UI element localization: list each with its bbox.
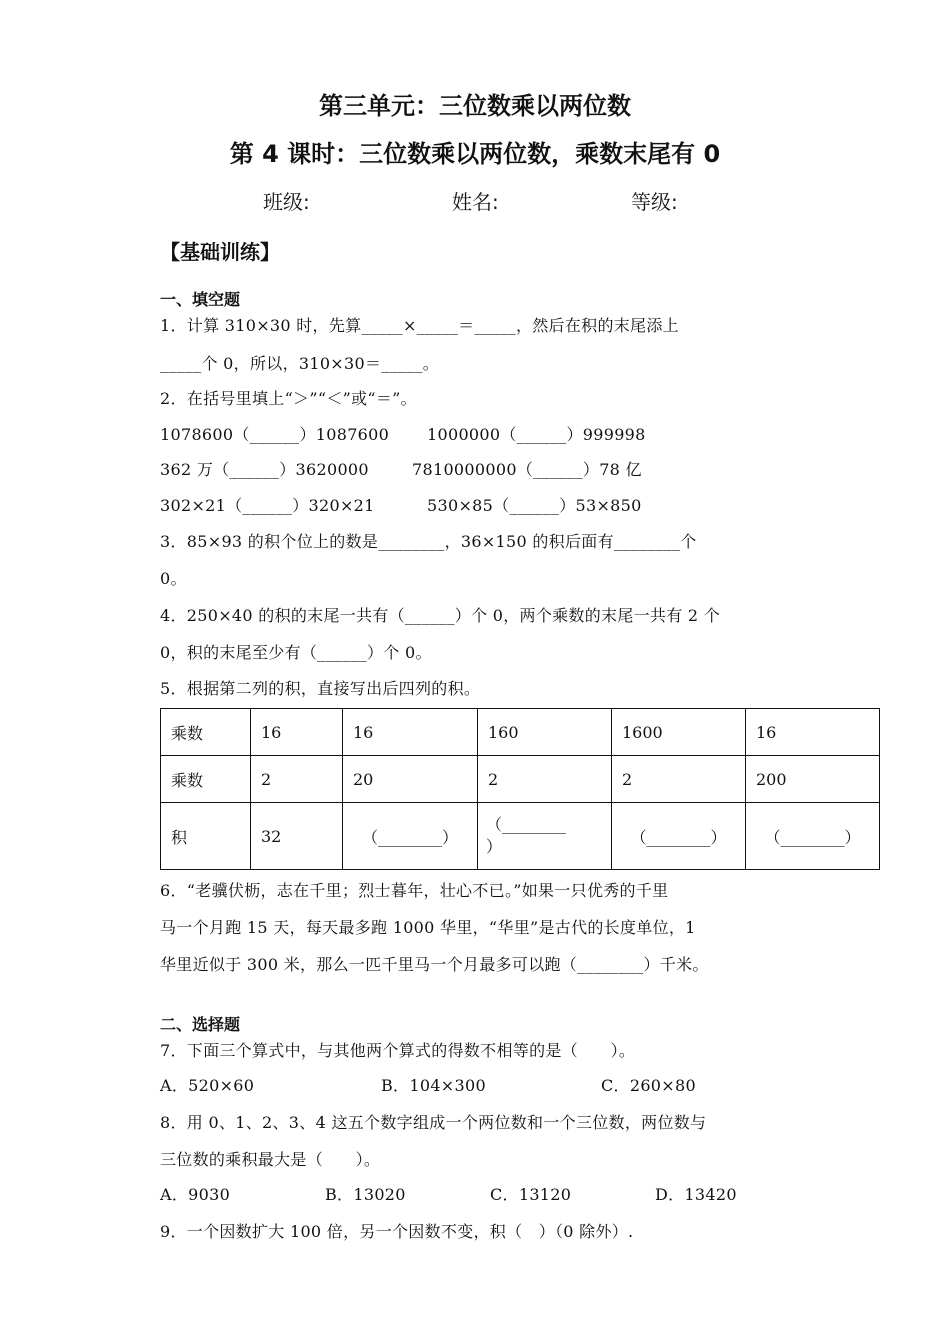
q2-row3-right: 530×85（______）53×850 <box>427 496 642 515</box>
table-cell: 20 <box>343 756 478 803</box>
question-3-line-2: 0。 <box>160 569 187 588</box>
question-8-line-1: 8．用 0、1、2、3、4 这五个数字组成一个两位数和一个三位数，两位数与 <box>160 1113 707 1132</box>
q7-option-a[interactable]: A．520×60 <box>160 1076 255 1095</box>
part2-heading: 二、选择题 <box>160 1015 241 1034</box>
question-5: 5．根据第二列的积，直接写出后四列的积。 <box>160 679 481 698</box>
question-3-line-1: 3．85×93 的积个位上的数是________，36×150 的积后面有________个 <box>160 532 697 551</box>
q2-row3-left: 302×21（______）320×21 <box>160 496 375 515</box>
name-label: 姓名: <box>452 190 499 214</box>
question-8-line-2: 三位数的乘积最大是（ ）。 <box>160 1150 381 1169</box>
lesson-title: 第 4 课时：三位数乘以两位数，乘数末尾有 0 <box>229 140 721 168</box>
q8-option-b[interactable]: B．13020 <box>325 1185 406 1204</box>
table-cell: 16 <box>746 709 880 756</box>
answer-blank-cell[interactable]: （________） <box>612 803 746 870</box>
table-cell: 200 <box>746 756 880 803</box>
class-label: 班级: <box>263 190 310 214</box>
q2-row2-right: 7810000000（______）78 亿 <box>412 460 642 479</box>
table-cell: 积 <box>161 803 251 870</box>
section-basic-training: 【基础训练】 <box>160 240 280 264</box>
q7-option-c[interactable]: C．260×80 <box>601 1076 696 1095</box>
q8-option-c[interactable]: C．13120 <box>490 1185 572 1204</box>
table-cell: 乘数 <box>161 709 251 756</box>
table-cell: 乘数 <box>161 756 251 803</box>
q2-row2-left: 362 万（______）3620000 <box>160 460 369 479</box>
question-6-line-1: 6．“老骥伏枥，志在千里；烈士暮年，壮心不已。”如果一只优秀的千里 <box>160 881 669 900</box>
q7-option-b[interactable]: B．104×300 <box>381 1076 486 1095</box>
part1-heading: 一、填空题 <box>160 290 241 309</box>
question-4-line-2: 0，积的末尾至少有（______）个 0。 <box>160 643 432 662</box>
table-cell: 2 <box>612 756 746 803</box>
table-cell: 16 <box>343 709 478 756</box>
grade-label: 等级: <box>631 190 678 214</box>
q8-option-a[interactable]: A．9030 <box>160 1185 231 1204</box>
answer-blank-cell[interactable]: （________） <box>746 803 880 870</box>
question-6-line-3: 华里近似于 300 米，那么一匹千里马一个月最多可以跑（________）千米。 <box>160 955 709 974</box>
q2-row1-right: 1000000（______）999998 <box>427 425 646 444</box>
answer-blank-cell[interactable]: （________） <box>343 803 478 870</box>
table-row <box>161 709 880 756</box>
question-1-line-2: _____个 0，所以，310×30＝_____。 <box>160 354 440 373</box>
table-cell: 2 <box>478 756 612 803</box>
question-6-line-2: 马一个月跑 15 天，每天最多跑 1000 华里，“华里”是古代的长度单位，1 <box>160 918 696 937</box>
product-table <box>160 708 880 870</box>
table-cell: 2 <box>251 756 343 803</box>
answer-blank-open: （________ <box>486 815 567 834</box>
question-1-line-1: 1．计算 310×30 时，先算_____×_____＝_____，然后在积的末尾添上 <box>160 316 679 335</box>
table-row <box>161 756 880 803</box>
question-2: 2．在括号里填上“＞”“＜”或“＝”。 <box>160 389 417 408</box>
q8-option-d[interactable]: D．13420 <box>655 1185 737 1204</box>
page-title: 第三单元：三位数乘以两位数 <box>319 92 631 120</box>
answer-blank-cell[interactable] <box>478 803 612 870</box>
question-7: 7．下面三个算式中，与其他两个算式的得数不相等的是（ ）。 <box>160 1041 636 1060</box>
question-4-line-1: 4．250×40 的积的末尾一共有（______）个 0，两个乘数的末尾一共有 2 个 <box>160 606 721 625</box>
table-cell: 160 <box>478 709 612 756</box>
table-row <box>161 803 880 870</box>
table-cell: 1600 <box>612 709 746 756</box>
table-cell: 32 <box>251 803 343 870</box>
answer-blank-close: ） <box>486 837 503 856</box>
table-cell: 16 <box>251 709 343 756</box>
question-9: 9．一个因数扩大 100 倍，另一个因数不变，积（ ）（0 除外）. <box>160 1222 634 1241</box>
q2-row1-left: 1078600（______）1087600 <box>160 425 390 444</box>
